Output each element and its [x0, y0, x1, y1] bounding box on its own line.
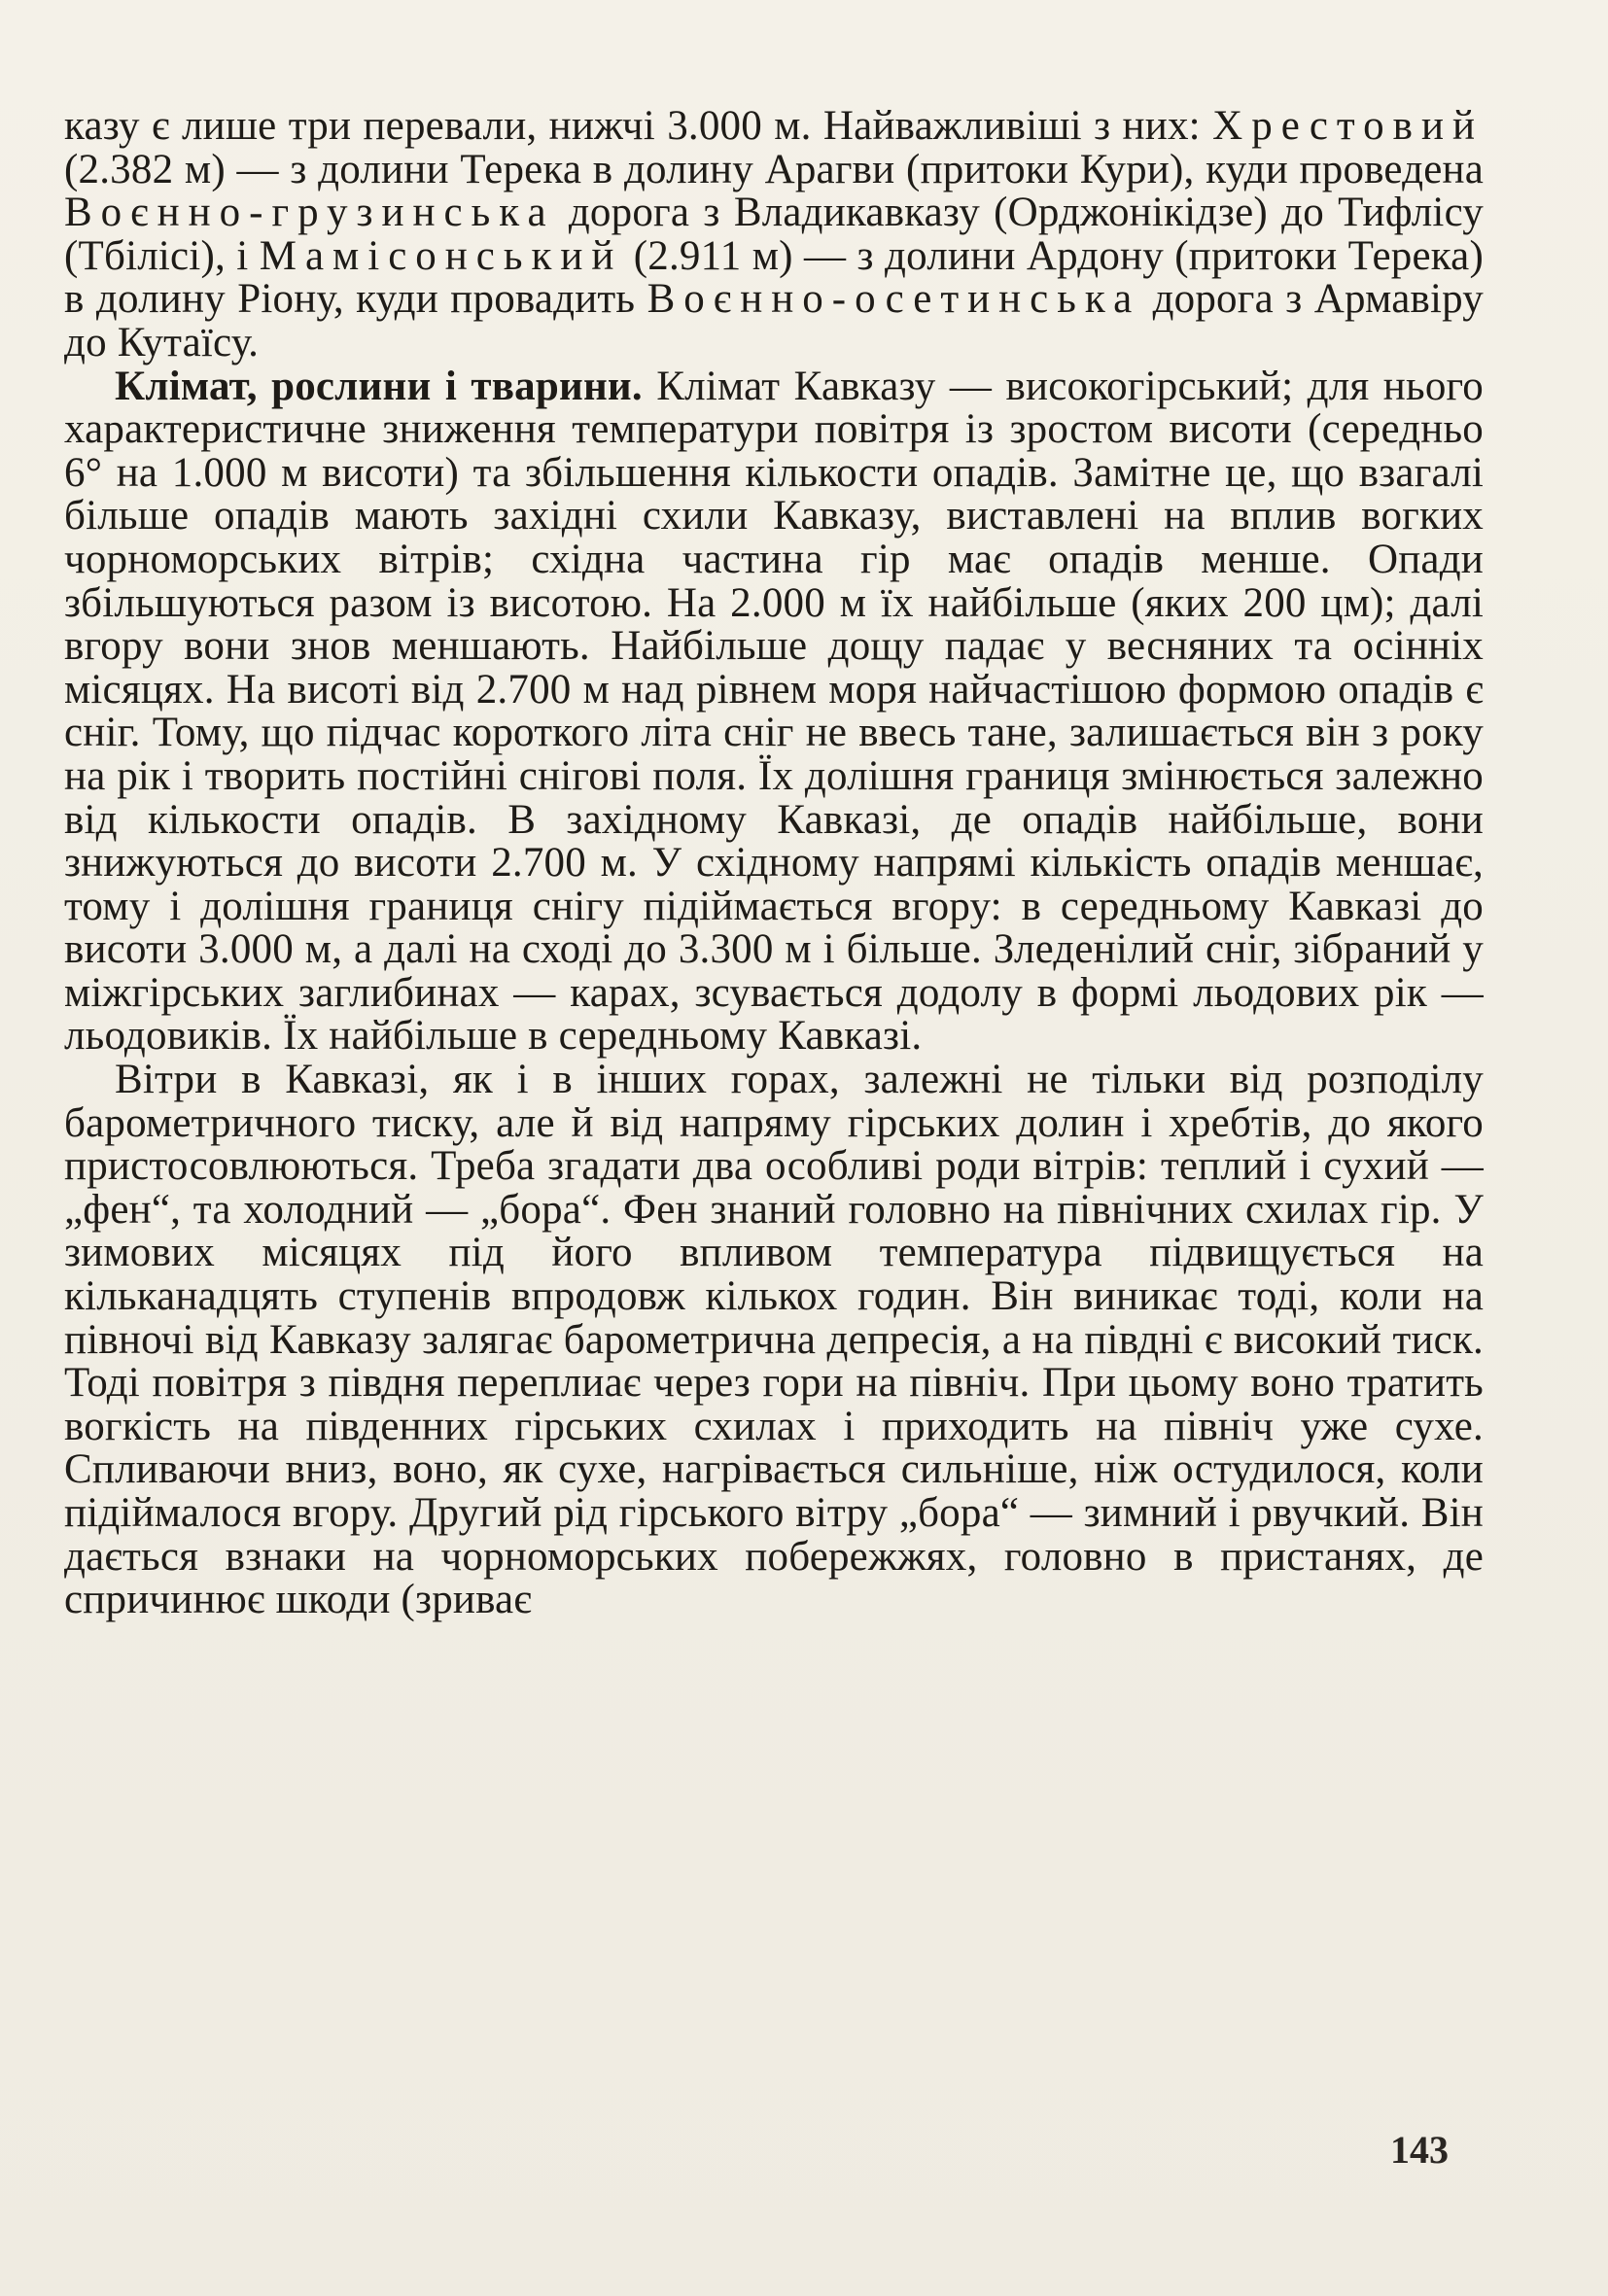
road-name-military-ossetian: Воєнно-осетинська: [647, 276, 1141, 323]
text-segment: Клімат Кавказу — високогірський; для нього характеристичне зниження температури повітря із зростом висоти (середньо 6° на 1.000 м висоти) та збільшення кількости опадів. Замітне це, що взагалі більше опадів мають західні схили Кавказу, виставлені на вплив вогких чорноморських вітрів; східна частина гір має опадів менше. Опади збільшуються разом із висотою. На 2.000 м їх найбільше (яких 200 цм); далі вгору вони знов меншають. Найбільше дощу падає у весняних та осінніх місяцях. На висоті від 2.700 м над рівнем моря найчастішою формою опадів є сніг. Тому, що підчас короткого літа сніг не ввесь тане, залишається він з року на рік і творить постійні снігові поля. Їх долішня границя змінюється залежно від кількости опадів. В західному Кавказі, де опадів найбільше, вони знижуються до висоти 2.700 м. У східному напрямі кількість опадів меншає, тому і долішня границя снігу підіймається вгору: в середньому Кавказі до висоти 3.000 м, а далі на сході до 3.300 м і більше. Зледенілий сніг, зібраний у міжгірських заглибинах — карах, зсувається додолу в формі льодових рік — льодовиків. Їх найбільше в середньому Кавказі.: [64, 363, 1484, 1060]
road-name-military-georgian: Воєнно-грузинська: [64, 190, 555, 236]
text-segment: Вітри в Кавказі, як і в інших горах, залежні не тільки від розподілу барометричного тиску, але й від напряму гірських долин і хребтів, до якого пристосовлюються. Треба згадати два особливі роди вітрів: теплий і сухий — „фен“, та холодний — „бора“. Фен знаний головно на північних схилах гір. У зимових місяцях під його впливом температура підвищується на кільканадцять ступенів впродовж кількох годин. Він виникає тоді, коли на півночі від Кавказу залягає барометрична депресія, а на півдні є високий тиск. Тоді повітря з півдня переплиає через гори на північ. При цьому воно тратить вогкість на південних гірських схилах і приходить на північ уже сухе. Спливаючи вниз, воно, як сухе, нагрівається сильніше, ніж остудилося, коли підіймалося вгору. Другий рід гірського вітру „бора“ — зимний і рвучкий. Він дається взнаки на чорноморських побережжях, головно в пристанях, де спричинює шкоди (зриває: [64, 1057, 1484, 1623]
text-column: [64, 105, 1484, 1622]
page-number: 143: [1390, 2128, 1449, 2172]
text-segment: дорога з Армавіру до Кутаїсу.: [64, 276, 1484, 365]
text-segment: казу є лише три перевали, нижчі 3.000 м. Найважливіші з них:: [64, 103, 1213, 149]
pass-name-khrestovyi: Хрестовий: [1212, 103, 1484, 149]
paragraph-mountain-passes: [64, 105, 1484, 365]
section-heading-climate: Клімат, рослини і тварини.: [115, 363, 643, 409]
text-segment: (2.382 м) — з долини Терека в долину Арагви (притоки Кури), куди проведена: [64, 146, 1484, 192]
paragraph-climate: [64, 365, 1484, 1060]
text-segment: дорога з Владикавказу (Орджонікідзе) до Тифлісу (Тбілісі), і: [64, 190, 1484, 279]
pass-name-mamisonskyi: Мамісонський: [259, 232, 623, 279]
paragraph-winds: [64, 1059, 1484, 1622]
text-segment: (2.911 м) — з долини Ардону (притоки Терека) в долину Ріону, куди провадить: [64, 232, 1484, 323]
